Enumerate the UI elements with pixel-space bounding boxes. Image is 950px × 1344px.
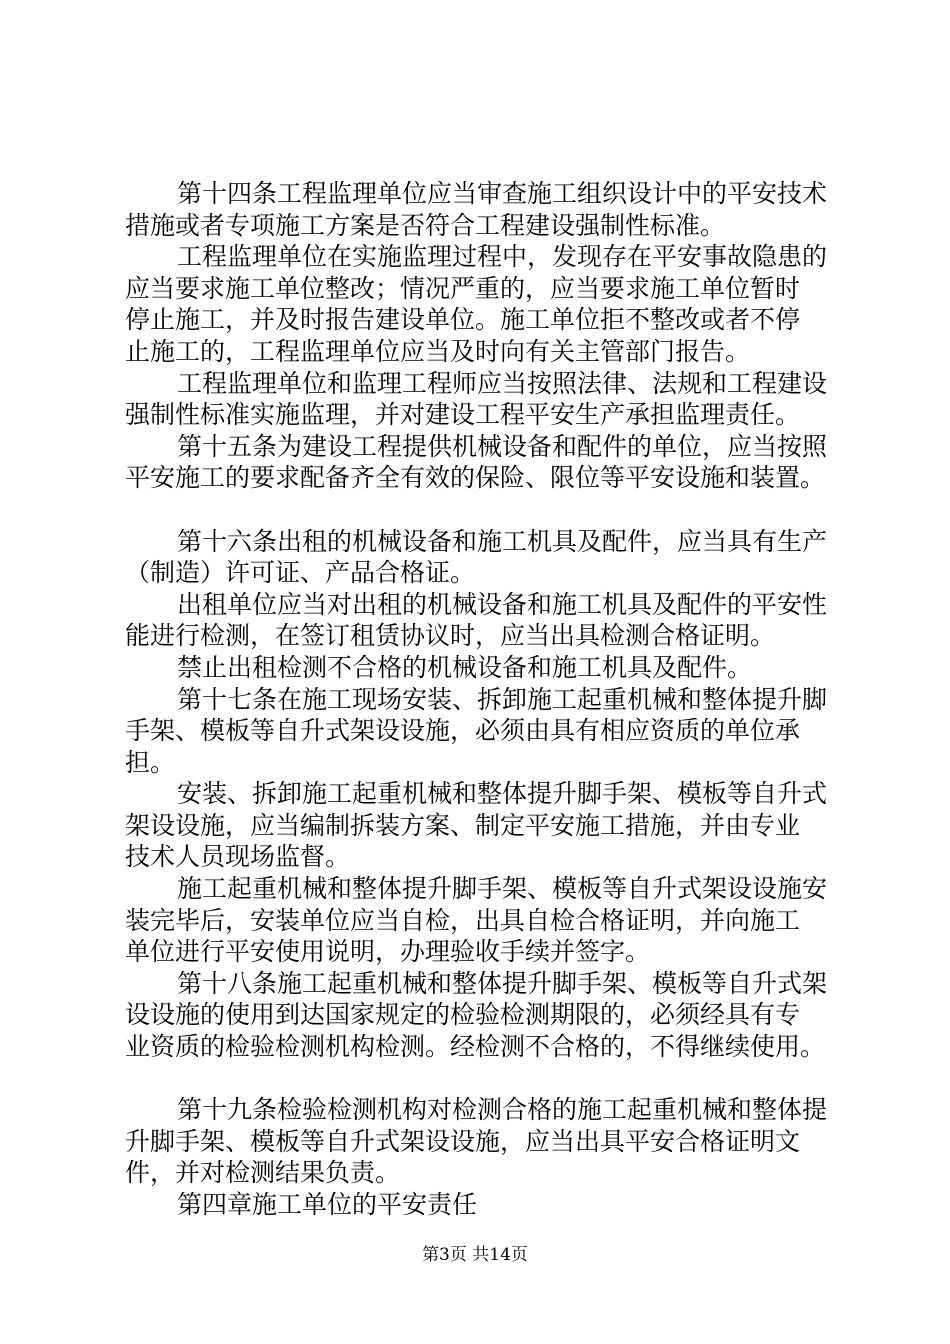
text-line: 强制性标准实施监理，并对建设工程平安生产承担监理责任。 [125, 400, 801, 430]
text-line: 业资质的检验检测机构检测。经检测不合格的，不得继续使用。 [125, 1032, 826, 1062]
text-line: 措施或者专项施工方案是否符合工程建设强制性标准。 [125, 210, 726, 240]
text-line: 止施工的，工程监理单位应当及时向有关主管部门报告。 [125, 336, 751, 366]
paragraph-article-17 [125, 684, 837, 779]
text-line: 第十八条施工起重机械和整体提升脚手架、模板等自升式架 [177, 968, 828, 998]
text-line: 件，并对检测结果负责。 [125, 1158, 401, 1188]
paragraph-supervision-standard [125, 368, 837, 431]
text-line: 第十九条检验检测机构对检测合格的施工起重机械和整体提 [177, 1095, 828, 1125]
text-line: 施工起重机械和整体提升脚手架、模板等自升式架设设施安 [177, 874, 828, 904]
text-line: 能进行检测，在签订租赁协议时，应当出具检测合格证明。 [125, 621, 776, 651]
text-line: 架设设施，应当编制拆装方案、制定平安施工措施，并由专业 [125, 810, 801, 840]
paragraph-article-15 [125, 431, 837, 494]
text-line: 安装、拆卸施工起重机械和整体提升脚手架、模板等自升式 [177, 779, 828, 809]
paragraph-installation-check [125, 873, 837, 968]
text-line: 工程监理单位和监理工程师应当按照法律、法规和工程建设 [177, 368, 828, 398]
text-line: 技术人员现场监督。 [125, 842, 351, 872]
text-line: （制造）许可证、产品合格证。 [125, 558, 476, 588]
text-line: 应当要求施工单位整改；情况严重的，应当要求施工单位暂时 [125, 273, 801, 303]
paragraph-rental-testing [125, 589, 837, 652]
text-line: 出租单位应当对出租的机械设备和施工机具及配件的平安性 [177, 589, 828, 619]
paragraph-rental-prohibition [125, 652, 837, 684]
text-line: 第十四条工程监理单位应当审查施工组织设计中的平安技术 [177, 179, 828, 208]
paragraph-supervision-duty [125, 241, 837, 367]
text-line: 第十七条在施工现场安装、拆卸施工起重机械和整体提升脚 [177, 684, 828, 714]
text-line: 设设施的使用到达国家规定的检验检测期限的，必须经具有专 [125, 1000, 801, 1030]
paragraph-article-14 [125, 178, 837, 241]
text-line: 单位进行平安使用说明，办理验收手续并签字。 [125, 937, 651, 967]
text-line: 手架、模板等自升式架设设施，必须由具有相应资质的单位承 [125, 716, 801, 746]
text-line: 担。 [125, 747, 176, 777]
page-number-footer: 第3页 共14页 [422, 1245, 528, 1265]
text-line: 工程监理单位在实施监理过程中，发现存在平安事故隐患的 [177, 242, 828, 272]
paragraph-article-19 [125, 1094, 837, 1189]
text-line: 第十六条出租的机械设备和施工机具及配件，应当具有生产 [177, 526, 828, 556]
text-line: 第十五条为建设工程提供机械设备和配件的单位，应当按照 [177, 431, 828, 461]
text-line: 禁止出租检测不合格的机械设备和施工机具及配件。 [177, 652, 753, 682]
text-line: 停止施工，并及时报告建设单位。施工单位拒不整改或者不停 [125, 305, 801, 335]
document-body [125, 178, 837, 1221]
paragraph-article-16 [125, 526, 837, 589]
text-line: 平安施工的要求配备齐全有效的保险、限位等平安设施和装置。 [125, 463, 826, 493]
chapter-heading [125, 1189, 837, 1221]
text-line: 升脚手架、模板等自升式架设设施，应当出具平安合格证明文 [125, 1126, 801, 1156]
text-line: 第四章施工单位的平安责任 [177, 1190, 478, 1219]
paragraph-installation-plan [125, 778, 837, 873]
paragraph-article-18 [125, 968, 837, 1063]
text-line: 装完毕后，安装单位应当自检，出具自检合格证明，并向施工 [125, 905, 801, 935]
